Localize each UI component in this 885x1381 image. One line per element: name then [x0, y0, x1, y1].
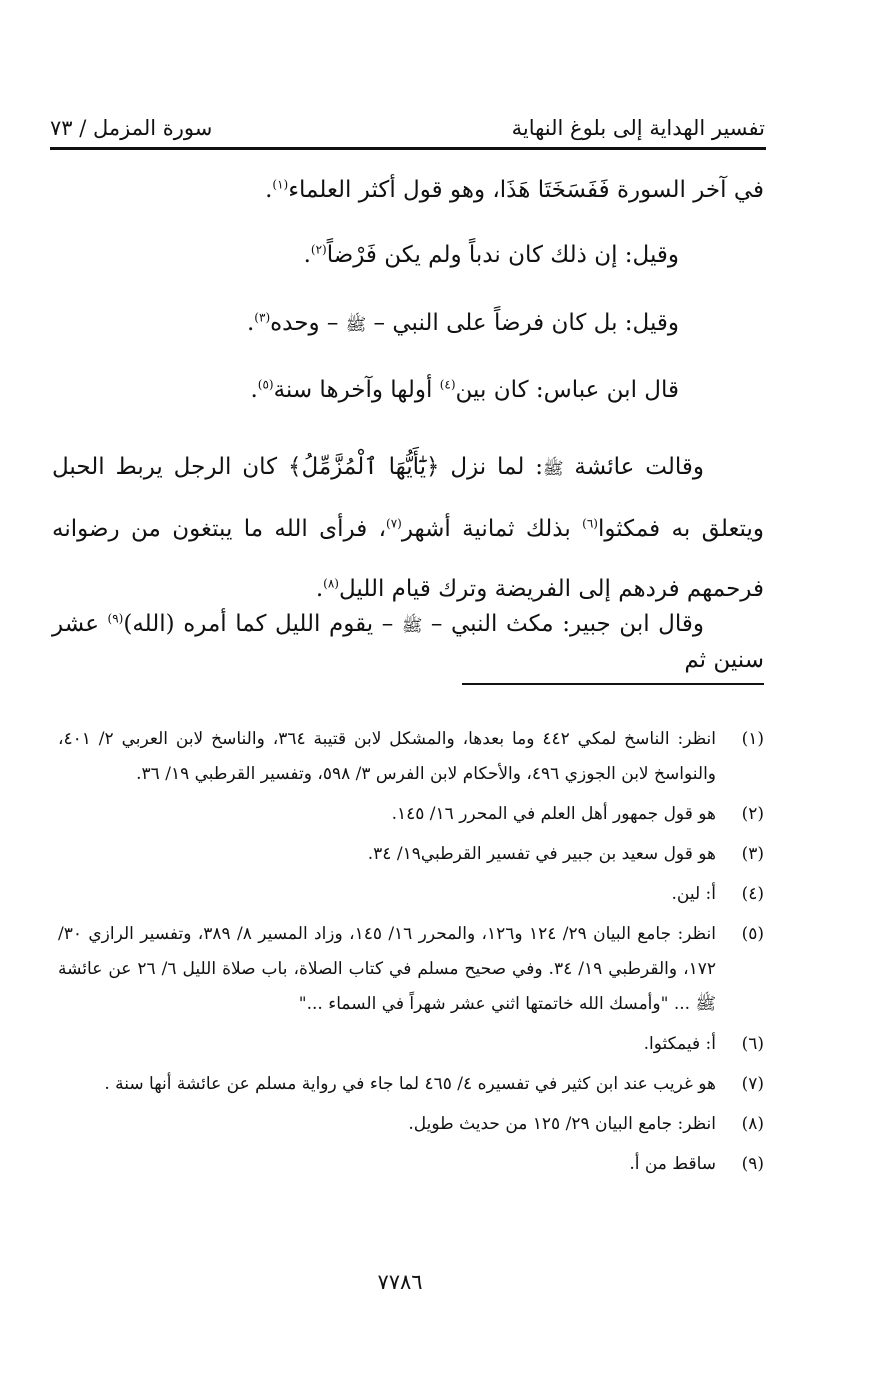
paragraph-1 — [52, 173, 764, 207]
paragraph-2 — [52, 238, 764, 272]
footnote-item — [58, 1067, 764, 1102]
quran-verse: ﴿يَٰٓأَيُّهَا ٱلْمُزَّمِّلُ﴾ — [288, 454, 440, 480]
header-rule — [50, 147, 766, 150]
footnote-item — [58, 917, 764, 1022]
paragraph-text: – وحده — [270, 310, 346, 336]
footnote-number: (٦) — [741, 1034, 764, 1054]
paragraph-3 — [52, 306, 764, 342]
salutation-glyph: ﷺ — [345, 315, 367, 335]
footnote-text: هو قول سعيد بن جبير في تفسير القرطبي١٩/ ٣٤. — [367, 844, 716, 864]
footnote-ref[interactable]: (١) — [272, 177, 289, 192]
footnote-ref[interactable]: (٧) — [386, 516, 402, 531]
footnote-ref[interactable]: (٩) — [107, 611, 124, 626]
paragraph-4 — [52, 373, 764, 407]
footnote-separator — [462, 683, 764, 685]
paragraph-text: بذلك ثمانية أشهر — [401, 516, 583, 542]
footnote-text: أ: لين. — [671, 884, 716, 904]
footnote-ref[interactable]: (٨) — [323, 576, 339, 591]
paragraph-text: : لما نزل — [439, 454, 543, 480]
footnote-text: انظر: جامع البيان ٢٩/ ١٢٤ و١٢٦، والمحرر ١٦/ ١٤٥، وزاد المسير ٨/ ٣٨٩، وتفسير الرازي ٣٠/ ١٧٢، والقرطبي ١٩/ ٣٤. وفي صحيح مسلم في كتاب الصلاة، باب صلاة الليل ٦/ ٢٦ عن عائشة ﷺ ... "وأمسك الله خاتمتها اثني عشر شهراً في السماء ..." — [58, 924, 717, 1014]
footnote-text: انظر: الناسخ لمكي ٤٤٢ وما بعدها، والمشكل لابن قتيبة ٣٦٤، والناسخ لابن العربي ٢/ ٤٠١، والنواسخ لابن الجوزي ٤٩٦، والأحكام لابن الفرس ٣/ ٥٩٨، وتفسير القرطبي ١٩/ ٣٦. — [58, 729, 716, 784]
footnote-number: (٣) — [741, 844, 764, 864]
footnote-number: (٩) — [741, 1154, 764, 1174]
footnote-item — [58, 1147, 764, 1182]
paragraph-text: وقالت عائشة — [563, 454, 704, 480]
footnote-number: (٨) — [741, 1114, 764, 1134]
surah-reference: سورة المزمل / ٧٣ — [50, 116, 213, 140]
running-header — [50, 100, 765, 140]
paragraph-text: كان الرجل يربط الحبل ويتعلق به فمكثوا — [52, 454, 764, 542]
footnote-text: أ: فيمكثوا. — [643, 1034, 716, 1054]
honorific-glyph: ﷺ — [542, 459, 564, 479]
paragraph-text: في آخر السورة فَفَسَخَتَا هَذَا، وهو قول أكثر العلماء — [288, 177, 764, 203]
paragraph-text: أولها وآخرها سنة — [273, 377, 440, 403]
footnote-ref[interactable]: (٢) — [310, 242, 327, 257]
footnote-item — [58, 1027, 764, 1062]
paragraph-text: وقال ابن جبير: مكث النبي – — [422, 611, 705, 637]
footnote-number: (٢) — [741, 804, 764, 824]
paragraph-text: قال ابن عباس: كان بين — [455, 377, 679, 403]
footnote-number: (٧) — [741, 1074, 764, 1094]
paragraph-6 — [52, 607, 764, 677]
book-title: تفسير الهداية إلى بلوغ النهاية — [511, 116, 765, 140]
footnote-ref[interactable]: (٤) — [439, 377, 456, 392]
footnote-text: هو قول جمهور أهل العلم في المحرر ١٦/ ١٤٥. — [391, 804, 716, 824]
footnote-item — [58, 722, 764, 792]
punctuation: . — [250, 377, 258, 403]
footnote-item — [58, 837, 764, 872]
footnote-number: (٤) — [741, 884, 764, 904]
footnote-item — [58, 877, 764, 912]
footnote-number: (٥) — [741, 924, 764, 944]
page-number: ٧٧٨٦ — [377, 1270, 423, 1294]
footnote-item — [58, 1107, 764, 1142]
footnote-number: (١) — [741, 729, 764, 749]
paragraph-text: وقيل: إن ذلك كان ندباً ولم يكن فَرْضاً — [326, 242, 679, 268]
footnote-text: ساقط من أ. — [629, 1154, 716, 1174]
punctuation: . — [303, 242, 311, 268]
punctuation: . — [246, 310, 255, 336]
salutation-glyph: ﷺ — [401, 616, 423, 636]
punctuation: . — [315, 576, 324, 602]
paragraph-text: وقيل: بل كان فرضاً على النبي – — [366, 310, 679, 336]
paragraph-5 — [52, 437, 764, 619]
footnotes-list — [58, 722, 764, 1187]
paragraph-text: عشر سنين ثم — [52, 611, 764, 673]
paragraph-text: ، فرأى الله ما يبتغون من رضوانه فرحمهم فردهم إلى الفريضة وترك قيام الليل — [52, 516, 764, 602]
footnote-text: هو غريب عند ابن كثير في تفسيره ٤/ ٤٦٥ لما جاء في رواية مسلم عن عائشة أنها سنة . — [104, 1074, 716, 1094]
footnote-text: انظر: جامع البيان ٢٩/ ١٢٥ من حديث طويل. — [408, 1114, 716, 1134]
footnote-ref[interactable]: (٥) — [257, 377, 274, 392]
paragraph-text: – يقوم الليل كما أمره (الله) — [123, 611, 402, 637]
footnote-ref[interactable]: (٦) — [582, 516, 598, 531]
punctuation: . — [265, 177, 273, 203]
footnote-ref[interactable]: (٣) — [254, 310, 271, 325]
footnote-item — [58, 797, 764, 832]
